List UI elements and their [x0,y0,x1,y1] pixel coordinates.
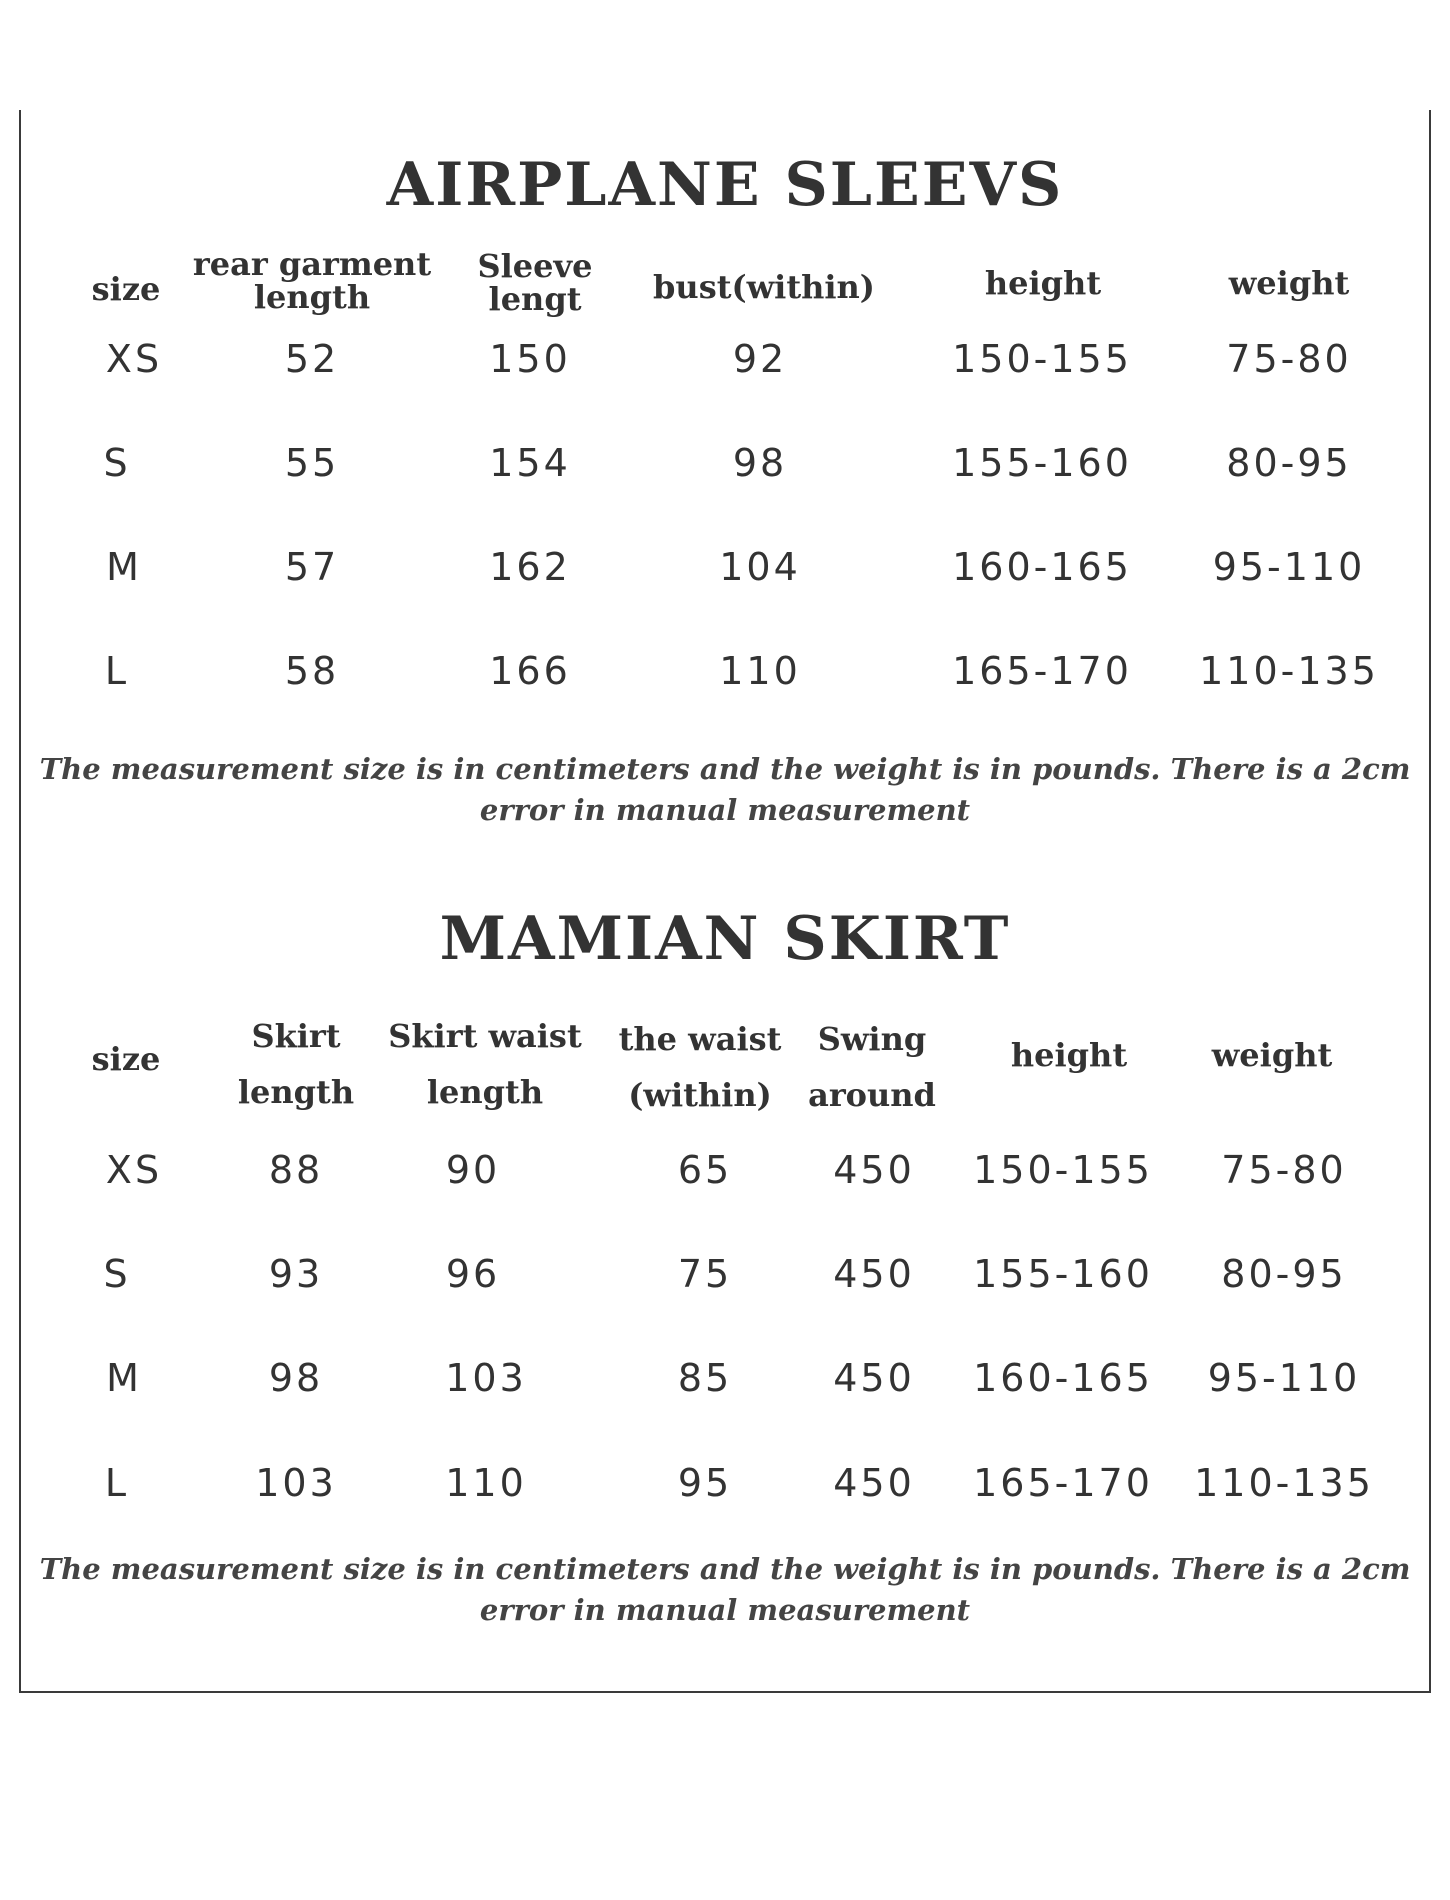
skirt-size-m: M [106,1356,142,1400]
airplane-header-sleeve-length: Sleeve lengt [477,247,593,318]
skirt-within-l: 95 [677,1461,733,1505]
skirt-waist-l: 110 [445,1461,527,1505]
airplane-size-l: L [104,649,130,693]
airplane-weight-xs: 75-80 [1226,337,1352,381]
airplane-sleeve-l: 166 [489,649,571,693]
skirt-height-m: 160-165 [973,1356,1153,1400]
airplane-sleeves-title: AIRPLANE SLEEVS [386,150,1064,220]
skirt-within-xs: 65 [677,1148,733,1192]
skirt-header-skirt-length: Skirt length [237,1017,355,1111]
airplane-height-l: 165-170 [952,649,1132,693]
airplane-weight-s: 80-95 [1226,441,1352,485]
skirt-header-size: size [91,1040,161,1078]
airplane-bust-m: 104 [719,545,801,589]
skirt-header-height: height [1010,1036,1128,1074]
skirt-within-s: 75 [677,1252,733,1296]
airplane-size-s: S [103,441,131,485]
skirt-measurement-note: The measurement size is in centimeters and the weight is in pounds. There is a 2cm error in manual measurement [39,1552,1411,1627]
airplane-size-m: M [106,545,142,589]
skirt-header-weight: weight [1211,1036,1333,1074]
airplane-header-bust: bust(within) [653,268,875,306]
skirt-waist-m: 103 [445,1356,527,1400]
skirt-swing-m: 450 [833,1356,915,1400]
skirt-header-swing-around: Swing around [808,1020,936,1114]
airplane-header-weight: weight [1228,264,1350,302]
airplane-height-xs: 150-155 [952,337,1132,381]
skirt-header-waist-within: the waist (within) [618,1020,782,1114]
skirt-waist-s: 96 [445,1252,501,1296]
skirt-height-xs: 150-155 [973,1148,1153,1192]
airplane-header-height: height [984,264,1102,302]
skirt-length-s: 93 [268,1252,324,1296]
skirt-height-l: 165-170 [973,1461,1153,1505]
skirt-size-xs: XS [105,1148,163,1192]
skirt-height-s: 155-160 [973,1252,1153,1296]
airplane-weight-m: 95-110 [1212,545,1366,589]
skirt-swing-l: 450 [833,1461,915,1505]
airplane-sleeve-xs: 150 [489,337,571,381]
skirt-weight-l: 110-135 [1194,1461,1374,1505]
airplane-sleeve-s: 154 [489,441,571,485]
airplane-rear-l: 58 [284,649,340,693]
skirt-weight-m: 95-110 [1207,1356,1361,1400]
skirt-length-xs: 88 [268,1148,324,1192]
airplane-measurement-note: The measurement size is in centimeters and the weight is in pounds. There is a 2cm error in manual measurement [39,752,1411,827]
airplane-bust-l: 110 [719,649,801,693]
airplane-rear-xs: 52 [284,337,340,381]
skirt-waist-xs: 90 [445,1148,501,1192]
skirt-swing-s: 450 [833,1252,915,1296]
airplane-bust-s: 98 [732,441,788,485]
airplane-weight-l: 110-135 [1199,649,1379,693]
skirt-within-m: 85 [677,1356,733,1400]
airplane-header-rear-length: rear garment length [192,245,432,316]
airplane-header-size: size [91,270,161,308]
airplane-height-m: 160-165 [952,545,1132,589]
airplane-rear-m: 57 [284,545,340,589]
airplane-sleeve-m: 162 [489,545,571,589]
skirt-header-waist-length: Skirt waist length [388,1017,582,1111]
skirt-size-l: L [104,1461,130,1505]
airplane-size-xs: XS [105,337,163,381]
mamian-skirt-title: MAMIAN SKIRT [439,904,1011,974]
airplane-bust-xs: 92 [732,337,788,381]
airplane-height-s: 155-160 [952,441,1132,485]
skirt-weight-xs: 75-80 [1221,1148,1347,1192]
skirt-size-s: S [103,1252,131,1296]
skirt-length-l: 103 [255,1461,337,1505]
size-chart-frame [19,110,1431,1693]
skirt-swing-xs: 450 [833,1148,915,1192]
skirt-weight-s: 80-95 [1221,1252,1347,1296]
airplane-rear-s: 55 [284,441,340,485]
skirt-length-m: 98 [268,1356,324,1400]
